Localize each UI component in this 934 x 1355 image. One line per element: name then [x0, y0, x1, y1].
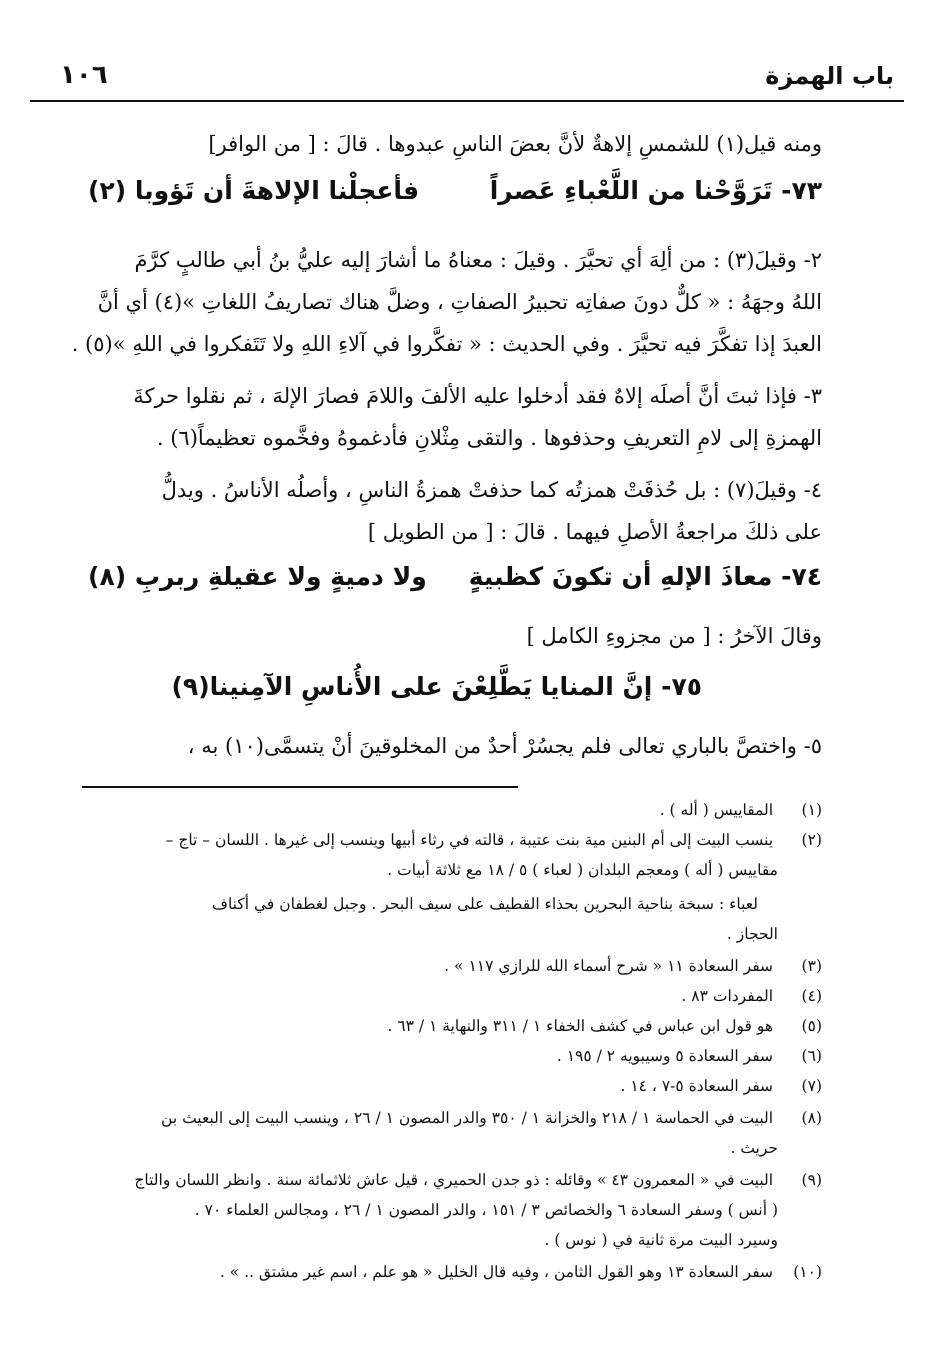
- footnote-3: (٣) سفر السعادة ١١ « شرح أسماء الله للرازي ١١٧ » .: [444, 957, 822, 975]
- footnote-9-line-2: ( أنس ) وسفر السعادة ٦ والخصائص ٣ / ١٥١ ، والدر المصون ١ / ٢٦ ، ومجالس العلماء ٧٠ .: [194, 1201, 778, 1219]
- verse-74-second-hemistich: ولا دميةٍ ولا عقيلةِ ربربِ (٨): [88, 562, 427, 591]
- paragraph-3-line-1: ٣- فإذا ثبتَ أنَّ أصلَه إلاهٌ فقد أدخلوا عليه الألفَ واللامَ فصارَ الإلهَ ، ثم نقلوا حركةَ: [133, 384, 822, 408]
- page-number: ١٠٦: [60, 60, 108, 90]
- verse-75: ٧٥- إنَّ المنايا يَطَّلِعْنَ على الأُناسِ الآمِنينا(٩): [171, 672, 702, 701]
- paragraph-5: وقالَ الآخرُ : [ من مجزوءِ الكامل ]: [526, 624, 822, 648]
- chapter-title: باب الهمزة: [765, 62, 894, 90]
- paragraph-4-line-2: على ذلكَ مراجعةُ الأصلِ فيهما . قالَ : [ من الطويل ]: [367, 520, 822, 544]
- paragraph-3-line-2: الهمزةِ إلى لامِ التعريفِ وحذفوها . والتقى مِثْلانِ فأدغموهُ وفخَّموه تعظيماً(٦) .: [156, 426, 822, 450]
- footnote-9: (٩) البيت في « المعمرون ٤٣ » وقائله : ذو جدن الحميري ، قيل عاش ثلاثمائة سنة . وانظر اللسان والتاج: [134, 1171, 822, 1189]
- footnote-4: (٤) المفردات ٨٣ .: [681, 987, 822, 1005]
- footnote-8-line-2: حريث .: [730, 1139, 778, 1157]
- page-header: [30, 56, 904, 102]
- footnote-10: (١٠) سفر السعادة ١٣ وهو القول الثامن ، وفيه قال الخليل « هو علم ، اسم غير مشتق .. » .: [219, 1263, 822, 1281]
- verse-73-first-hemistich: ٧٣- تَرَوَّحْنا من اللَّعْباءِ عَصراً: [489, 176, 822, 205]
- verse-73-second-hemistich: فأعجلْنا الإلاهةَ أن تَؤوبا (٢): [88, 176, 420, 205]
- paragraph-2-line-1: ٢- وقيلَ(٣) : من ألِهَ أي تحيَّرَ . وقيلَ : معناهُ ما أشارَ إليه عليُّ بنُ أبي طالبٍ كرَّمَ: [134, 248, 822, 272]
- footnote-2-line-2: مقاييس ( أله ) ومعجم البلدان ( لعباء ) ٥ / ١٨ مع ثلاثة أبيات .: [387, 861, 778, 879]
- footnote-2: (٢) ينسب البيت إلى أم البنين مية بنت عتيبة ، قالته في رثاء أبيها وينسب إلى غيرها . اللسان – تاج –: [165, 831, 822, 849]
- footnote-6: (٦) سفر السعادة ٥ وسيبويه ٢ / ١٩٥ .: [556, 1047, 822, 1065]
- footnote-5: (٥) هو قول ابن عباس في كشف الخفاء ١ / ٣١١ والنهاية ١ / ٦٣ .: [387, 1017, 822, 1035]
- footnote-7: (٧) سفر السعادة ٥-٧ ، ١٤ .: [620, 1077, 822, 1095]
- footnote-2-note-line-1: لعباء : سبخة بناحية البحرين بحذاء القطيف على سيف البحر . وجبل لغطفان في أكناف: [211, 895, 758, 913]
- footnote-1: (١) المقاييس ( أله ) .: [659, 801, 822, 819]
- footnote-9-line-3: وسيرد البيت مرة ثانية في ( نوس ) .: [544, 1231, 778, 1249]
- footnote-2-note-line-2: الحجاز .: [726, 925, 778, 943]
- footnote-separator: [82, 786, 518, 788]
- paragraph-2-line-3: العبدَ إذا تفكَّرَ فيه تحيَّرَ . وفي الحديث : « تفكَّروا في آلاءِ اللهِ ولا تَتَفكروا في اللهِ »(٥) .: [71, 332, 822, 356]
- paragraph-4-line-1: ٤- وقيلَ(٧) : بل حُذفَتْ همزتُه كما حذفتْ همزةُ الناسِ ، وأصلُه الأناسُ . ويدلُّ: [161, 478, 822, 502]
- verse-74-first-hemistich: ٧٤- معاذَ الإلهِ أن تكونَ كظبيةٍ: [468, 562, 822, 591]
- paragraph-6: ٥- واختصَّ بالباري تعالى فلم يجسُرْ أحدٌ من المخلوقينَ أنْ يتسمَّى(١٠) به ،: [187, 734, 822, 758]
- paragraph-intro: ومنه قيل(١) للشمسِ إلاهةٌ لأنَّ بعضَ الناسِ عبدوها . قالَ : [ من الوافر]: [208, 132, 822, 156]
- paragraph-2-line-2: اللهُ وجهَهُ : « كلٌّ دونَ صفاتِه تحبيرُ الصفاتِ ، وضلَّ هناك تصاريفُ اللغاتِ »(٤) أي أنَّ: [97, 290, 822, 314]
- footnote-8: (٨) البيت في الحماسة ١ / ٢١٨ والخزانة ١ / ٣٥٠ والدر المصون ١ / ٢٦ ، وينسب البيت إلى البعيث بن: [161, 1109, 822, 1127]
